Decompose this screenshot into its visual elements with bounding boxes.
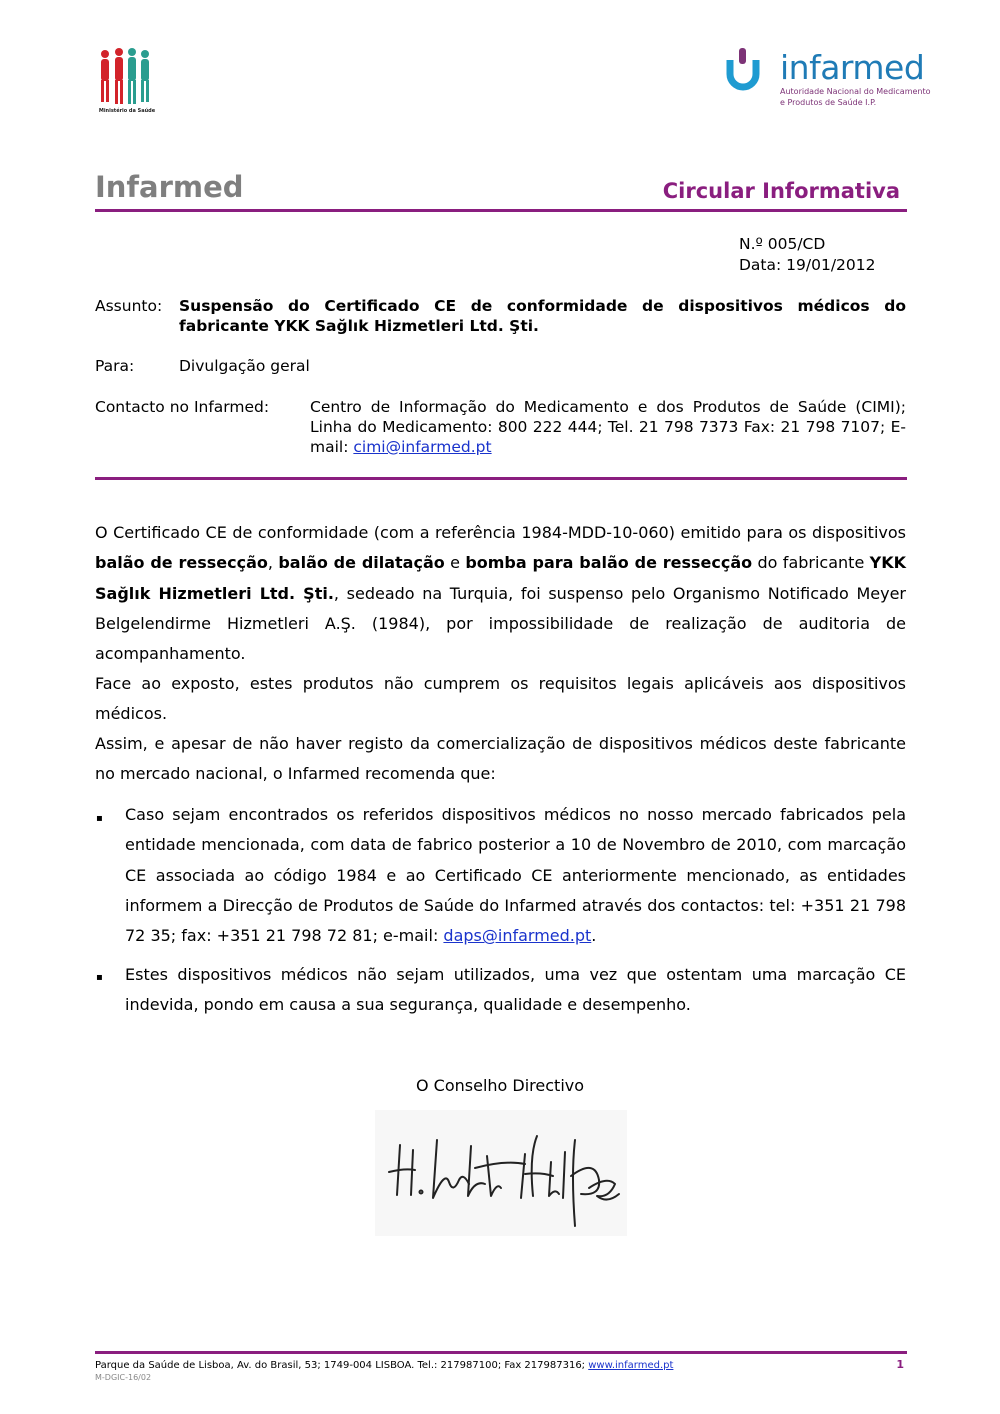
infarmed-logo-subtitle-line-2: e Produtos de Saúde I.P. xyxy=(780,98,877,107)
infarmed-logo-subtitle xyxy=(780,86,931,108)
contacto-label: Contacto no Infarmed: xyxy=(95,398,270,416)
paragraph-2: Face ao exposto, estes produtos não cumprem os requisitos legais aplicáveis aos dispositivos médicos. xyxy=(95,674,906,724)
page-title: Infarmed xyxy=(95,170,244,204)
bullet-marker: ▪ xyxy=(96,972,103,983)
p1-text: , sedeado na Turquia, foi suspenso pelo Organismo Notificado Meyer Belgelendirme Hizmetleri A.Ş. (1984), por impossibilidade de realização de auditoria de acompanhamento. xyxy=(95,583,906,664)
circular-date: Data: 19/01/2012 xyxy=(739,256,876,274)
handwritten-signature xyxy=(375,1110,627,1236)
daps-email-link[interactable]: daps@infarmed.pt xyxy=(443,926,592,946)
document-type-title: Circular Informativa xyxy=(662,179,900,203)
p1-text: , xyxy=(267,553,279,573)
paragraph-1 xyxy=(95,518,906,669)
bullet-marker: ▪ xyxy=(96,813,103,824)
footer-divider xyxy=(95,1351,907,1354)
assunto-text: Suspensão do Certificado CE de conformidade de dispositivos médicos do fabricante YKK Sağlık Hizmetleri Ltd. Şti. xyxy=(179,297,906,335)
bullet-1-text: Caso sejam encontrados os referidos dispositivos médicos no nosso mercado fabricados pela entidade mencionada, com data de fabrico posterior a 10 de Novembro de 2010, com marcação CE associada ao código 1984 e ao Certificado CE anteriormente mencionado, as entidades informem a Direcção de Produtos de Saúde do Infarmed através dos contactos: tel: +351 21 798 72 35; fax: +351 21 798 72 81; e-mail: xyxy=(125,805,906,946)
para-label: Para: xyxy=(95,357,135,375)
infarmed-logo-subtitle-line-1: Autoridade Nacional do Medicamento xyxy=(780,87,931,96)
form-code: M-DGIC-16/02 xyxy=(95,1373,152,1382)
p1-bold-device-3: bomba para balão de ressecção xyxy=(465,553,753,573)
p1-bold-manufacturer: YKK Sağlık Hizmetleri Ltd. Şti. xyxy=(95,553,907,603)
bullet-item-2: Estes dispositivos médicos não sejam utilizados, uma vez que ostentam uma marcação CE indevida, pondo em causa a sua segurança, qualidade e desempenho. xyxy=(125,965,906,1015)
p1-text: do fabricante xyxy=(752,553,870,573)
footer-address xyxy=(95,1360,673,1371)
signature-label: O Conselho Directivo xyxy=(415,1076,585,1095)
p1-text: O Certificado CE de conformidade (com a referência 1984-MDD-10-060) emitido para os dispositivos xyxy=(95,523,906,542)
paragraph-3: Assim, e apesar de não haver registo da comercialização de dispositivos médicos deste fabricante no mercado nacional, o Infarmed recomenda que: xyxy=(95,734,906,784)
p1-text: e xyxy=(444,553,466,573)
bullet-1-end: . xyxy=(591,926,597,946)
contacto-details: Centro de Informação do Medicamento e dos Produtos de Saúde (CIMI); Linha do Medicamento: 800 222 444; Tel. 21 798 7373 Fax: 21 798 7107; E-mail: xyxy=(310,398,906,456)
infarmed-logo-word: infarmed xyxy=(780,48,925,87)
para-text: Divulgação geral xyxy=(179,357,310,375)
header-divider xyxy=(95,477,907,480)
p1-bold-device-1: balão de ressecção xyxy=(95,553,268,573)
footer-address-text: Parque da Saúde de Lisboa, Av. do Brasil, 53; 1749-004 LISBOA. Tel.: 217987100; Fax 217987316; xyxy=(95,1360,589,1371)
circular-number: N.º 005/CD xyxy=(739,235,826,253)
page-number: 1 xyxy=(896,1358,904,1371)
website-link[interactable]: www.infarmed.pt xyxy=(588,1360,674,1371)
contacto-text xyxy=(310,397,906,457)
title-divider xyxy=(95,209,907,212)
cimi-email-link[interactable]: cimi@infarmed.pt xyxy=(353,438,492,456)
ministerio-caption: Ministério da Saúde xyxy=(98,108,156,114)
assunto-label: Assunto: xyxy=(95,297,163,315)
p1-bold-device-2: balão de dilatação xyxy=(278,553,445,573)
bullet-item-1 xyxy=(125,800,906,951)
